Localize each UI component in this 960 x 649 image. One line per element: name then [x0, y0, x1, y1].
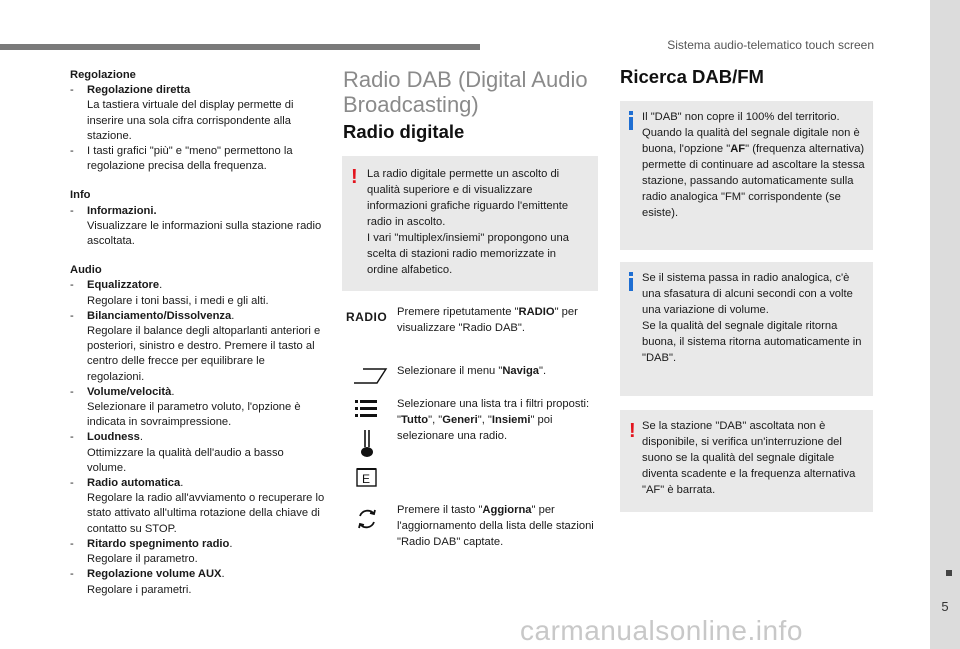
navigate-icon [352, 366, 390, 386]
info-text-af: Il "DAB" non copre il 100% del territorio. Quando la qualità del segnale digitale non è buona, l'opzione "AF" (frequenza alternativa) permette di continuare ad ascoltare la stessa stazione, passando automaticamente sulla radio analogica "FM" corrispondente (se esiste). [642, 111, 865, 219]
list-icon [353, 397, 379, 423]
settings-item-text: I tasti grafici "più" e "meno" permettono la regolazione precisa della frequenza. [87, 145, 293, 173]
settings-column [70, 68, 325, 612]
settings-item [70, 144, 325, 174]
settings-item-desc: Selezionare il parametro voluto, l'opzione è indicata in sovraimpressione. [87, 401, 301, 429]
step-aggiorna: Premere il tasto "Aggiorna" per l'aggiornamento della lista delle stazioni "Radio DAB" captate. [397, 504, 594, 548]
settings-item-text: . [171, 385, 175, 398]
warning-icon: ! [351, 166, 358, 188]
svg-text:E: E [362, 472, 371, 486]
settings-item-desc: Regolare i parametri. [87, 583, 192, 596]
side-strip [930, 0, 960, 649]
settings-item-name: Ritardo spegnimento radio [87, 537, 230, 550]
step-radio: Premere ripetutamente "RADIO" per visualizzare "Radio DAB". [397, 306, 578, 334]
settings-item-desc: La tastiera virtuale del display permette di inserire una sola cifra corrispondente alla stazione. [87, 99, 294, 142]
settings-item-name: Volume/velocità [87, 385, 172, 398]
settings-item [70, 537, 325, 567]
settings-item-text: . [139, 431, 143, 444]
warning-icon: ! [629, 420, 636, 442]
section-title-radio-digitale: Radio digitale [343, 121, 465, 142]
settings-item-name: Radio automatica [87, 477, 181, 490]
settings-item-text: . [229, 537, 233, 550]
settings-item-desc: Visualizzare le informazioni sulla stazione radio ascoltata. [87, 219, 322, 248]
info-icon [629, 111, 633, 129]
settings-item-text: . [221, 568, 225, 581]
settings-item-desc: Regolare il balance degli altoparlanti anteriori e posteriori, sinistro e destro. Premere il tasto al centro delle frecce per equilibrare le regolazioni. [87, 325, 321, 383]
settings-item-name: Informazioni. [87, 204, 157, 217]
step-naviga: Selezionare il menu "Naviga". [397, 365, 547, 377]
settings-item-name: Equalizzatore [87, 279, 160, 292]
settings-section [70, 68, 325, 174]
warning-box-dab [342, 156, 598, 291]
settings-item [70, 385, 325, 431]
settings-item [70, 430, 325, 476]
settings-item [70, 278, 325, 308]
settings-item-desc: Regolare i toni bassi, i medi e gli alti. [87, 294, 269, 307]
settings-item-desc: Regolare il parametro. [87, 553, 198, 566]
settings-item [70, 309, 325, 385]
step-filtri: Selezionare una lista tra i filtri proposti: "Tutto", "Generi", "Insiemi" poi selezionare una radio. [397, 398, 590, 442]
settings-item-name: Loudness [87, 431, 140, 444]
info-text-analog: Se il sistema passa in radio analogica, c'è una sfasatura di alcuni secondi con a volte una variazione di volume. Se la qualità del segnale digitale ritorna buona, il sistema ritorna automaticamente in "DAB". [642, 272, 862, 364]
settings-item [70, 204, 325, 250]
page-title: Radio DAB (Digital Audio Broadcasting) [343, 67, 588, 117]
settings-section [70, 263, 325, 597]
settings-item-name: Bilanciamento/Dissolvenza [87, 309, 232, 322]
settings-section-title: Info [70, 189, 91, 202]
settings-item-desc: Regolare la radio all'avviamento o recuperare lo stato attivato all'ultima rotazione della chiave di contatto su STOP. [87, 492, 325, 535]
genre-icon [356, 429, 378, 459]
ensemble-icon [356, 466, 378, 488]
settings-item-name: Regolazione diretta [87, 84, 191, 97]
settings-section [70, 188, 325, 249]
settings-section-title: Regolazione [70, 69, 136, 81]
warning-text: La radio digitale permette un ascolto di qualità superiore e di visualizzare informazioni grafiche riguardo l'emittente radio in ascolto. I vari "multiplex/insiemi" propongono una scelta di stazioni radio memorizzate in ordine alfabetico. [367, 168, 569, 276]
header-bar [0, 44, 480, 50]
settings-item [70, 83, 325, 144]
settings-item-name: Regolazione volume AUX [87, 568, 222, 581]
section-title-ricerca: Ricerca DAB/FM [620, 66, 764, 87]
info-box-af [620, 101, 873, 250]
settings-item-desc: Ottimizzare la qualità dell'audio a basso volume. [87, 446, 284, 474]
settings-item [70, 567, 325, 597]
settings-item-text: . [180, 477, 184, 490]
settings-item-text: . [159, 279, 163, 292]
warning-text-interruption: Se la stazione "DAB" ascoltata non è disponibile, si verifica un'interruzione del suono se la qualità del segnale digitale diventa scadente e la frequenza alternativa "AF" è barrata. [642, 420, 856, 496]
warning-box-interruption [620, 410, 873, 512]
page-number: 5 [941, 599, 949, 614]
refresh-icon [355, 507, 379, 531]
watermark: carmanualsonline.info [520, 615, 803, 646]
settings-item-text: . [231, 309, 235, 322]
end-marker [946, 570, 952, 576]
settings-section-title: Audio [70, 264, 102, 277]
info-box-analog [620, 262, 873, 396]
settings-item [70, 476, 325, 537]
header-title: Sistema audio-telematico touch screen [667, 38, 874, 52]
info-icon [629, 272, 633, 290]
radio-button-label: RADIO [346, 310, 388, 324]
